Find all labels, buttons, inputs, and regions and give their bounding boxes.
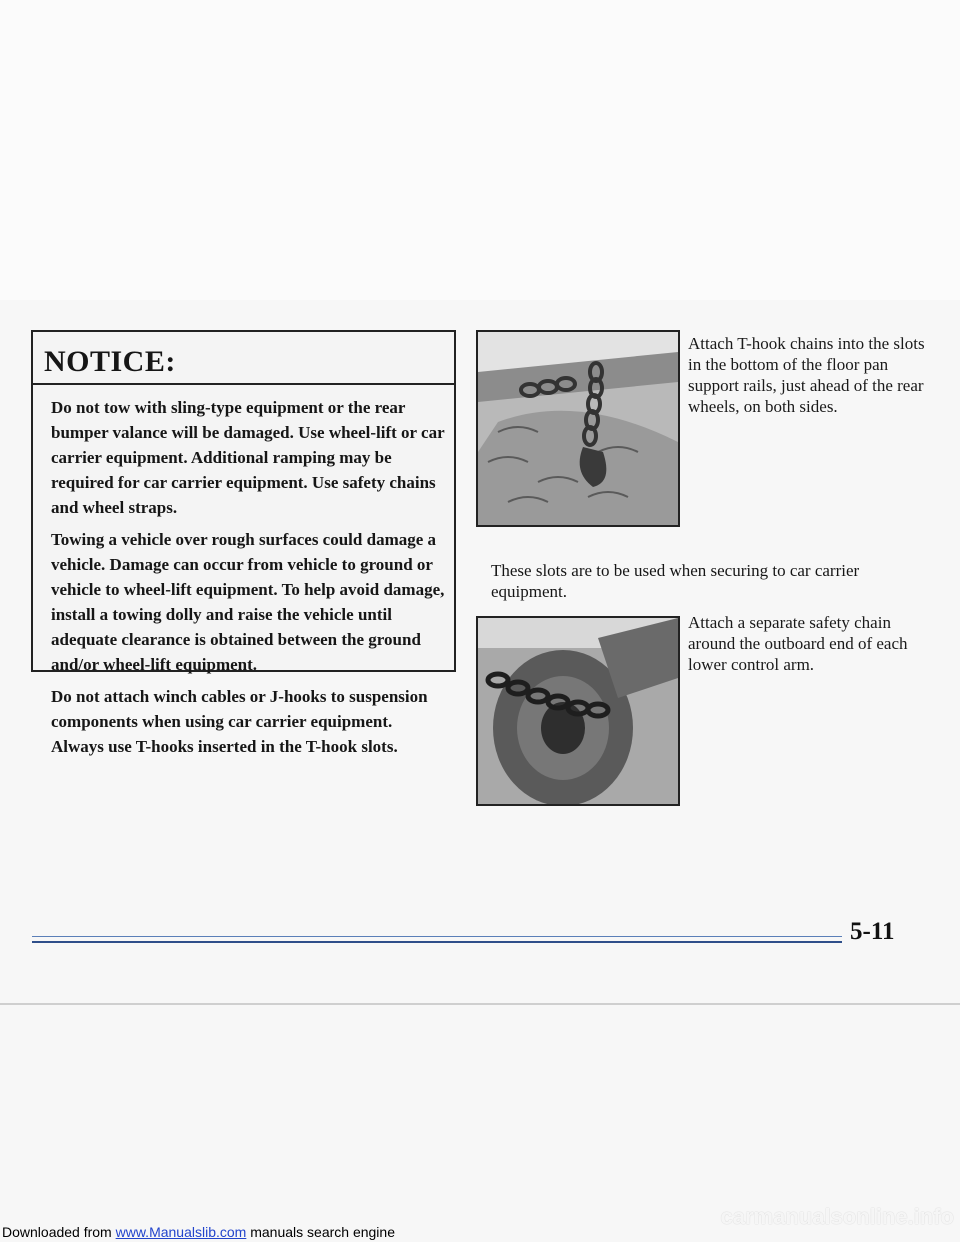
download-suffix: manuals search engine xyxy=(246,1224,395,1240)
notice-paragraph-2: Towing a vehicle over rough surfaces could damage a vehicle. Damage can occur from vehicle to ground or vehicle to wheel-lift equipment. To help avoid damage, install a towing dolly and raise the vehicle until adequate clearance is obtained between the ground and/or wheel-lift equipment. xyxy=(51,530,445,674)
notice-box xyxy=(31,330,456,756)
footer-rule-thick xyxy=(32,941,842,943)
manualslib-link[interactable]: www.Manualslib.com xyxy=(115,1224,247,1240)
slots-paragraph: These slots are to be used when securing to car carrier equipment. xyxy=(491,561,860,601)
page-bottom-rule xyxy=(0,1003,960,1005)
notice-body xyxy=(33,385,454,759)
notice-title: NOTICE: xyxy=(33,332,454,385)
notice-paragraph-1: Do not tow with sling-type equipment or the rear bumper valance will be damaged. Use wheel-lift or car carrier equipment. Additional ramping may be required for car carrier equipment. Use safety chains and wheel straps. xyxy=(51,398,445,517)
t-hook-chain-photo xyxy=(476,330,680,527)
watermark: carmanualsonline.info xyxy=(720,1204,954,1229)
top-margin xyxy=(0,0,960,300)
t-hook-caption: Attach T-hook chains into the slots in the bottom of the floor pan support rails, just ahead of the rear wheels, on both sides. xyxy=(688,334,925,416)
footer-rule-thin xyxy=(32,936,842,937)
safety-chain-photo xyxy=(476,616,680,806)
safety-chain-caption: Attach a separate safety chain around the outboard end of each lower control arm. xyxy=(688,613,908,674)
notice-paragraph-3: Do not attach winch cables or J-hooks to suspension components when using car carrier equipment. Always use T-hooks inserted in the T-hook slots. xyxy=(51,687,428,756)
page-number: 5-11 xyxy=(850,918,895,945)
download-prefix: Downloaded from xyxy=(2,1224,116,1240)
download-banner xyxy=(0,1222,395,1242)
